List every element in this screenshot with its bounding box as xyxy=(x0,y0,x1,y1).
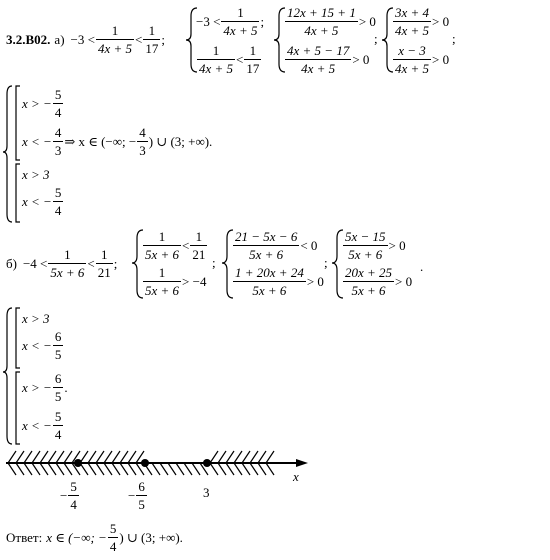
implication-text: ⇒ x ∈ (−∞; − xyxy=(64,134,137,149)
text: ; xyxy=(260,14,265,29)
part-b-label: б) xyxy=(6,256,17,271)
part-a-label: а) xyxy=(54,32,65,47)
union-b-row2: x < − $\frac{6}{5}$ xyxy=(22,329,62,362)
number-line xyxy=(6,451,308,475)
text: > 0 xyxy=(388,238,406,253)
fraction: $\frac{1}{4x + 5}$ xyxy=(223,5,258,38)
part-a-header xyxy=(6,24,165,55)
answer-line: Ответ: x ∈ (−∞; − $\frac{5}{4}$ ) ∪ (3; +∞). xyxy=(6,521,183,554)
axis-label: x xyxy=(293,469,299,484)
union-b-row1: x > 3 xyxy=(22,311,50,326)
separator: ; xyxy=(212,255,216,270)
system-a2-row1 xyxy=(284,6,376,37)
system-b1-row2: $\frac{1}{5x + 6}$ > −4 xyxy=(145,265,207,298)
union-b-row3: x > − $\frac{6}{5}$ . xyxy=(22,371,68,404)
separator: ; xyxy=(452,31,456,46)
text: < xyxy=(182,238,190,253)
text: < 0 xyxy=(300,238,318,253)
text: ) ∪ (3; +∞). xyxy=(119,530,183,545)
separator: . xyxy=(420,259,424,274)
union-a-row4: x < − $\frac{5}{4}$ xyxy=(22,185,62,218)
fraction: $\frac{1}{4x + 5}$ xyxy=(97,23,132,56)
system-b3-row1: $\frac{5x - 15}{5x + 6}$ > 0 xyxy=(345,229,406,262)
text: −4 < xyxy=(22,256,48,271)
text: > −4 xyxy=(182,274,207,289)
system-a3-row1 xyxy=(392,6,449,37)
fraction: $\frac{x - 3}{4x + 5}$ xyxy=(395,43,430,76)
system-b3-row2: $\frac{20x + 25}{5x + 6}$ > 0 xyxy=(345,265,413,298)
text: > 0 xyxy=(395,274,413,289)
text: −3 < xyxy=(70,32,95,47)
text: > 0 xyxy=(352,52,370,67)
point-label-2: − $\frac{6}{5}$ xyxy=(128,479,145,512)
system-a1-row2 xyxy=(196,44,262,75)
fraction: $\frac{1}{17}$ xyxy=(145,23,159,56)
union-a-row2: x < − $\frac{4}{3}$ ⇒ x ∈ (−∞; − $\frac{4}{3}$ ) ∪ (3; +∞). xyxy=(22,125,213,158)
text: ; xyxy=(161,32,165,47)
text: −3 < xyxy=(196,14,221,29)
problem-id: 3.2.В02. xyxy=(6,32,51,47)
text: ; xyxy=(113,256,118,271)
fraction: $\frac{3x + 4}{4x + 5}$ xyxy=(395,5,430,38)
system-b2-row2: $\frac{1 + 20x + 24}{5x + 6}$ > 0 xyxy=(235,265,324,298)
fraction: $\frac{1}{4x + 5}$ xyxy=(199,43,234,76)
text: > 0 xyxy=(432,52,450,67)
union-a-row3: x > 3 xyxy=(22,167,50,182)
system-b2-row1: $\frac{21 - 5x - 6}{5x + 6}$ < 0 xyxy=(235,229,318,262)
union-b-row4: x < − $\frac{5}{4}$ xyxy=(22,409,62,442)
separator: ; xyxy=(324,255,328,270)
fraction: $\frac{4x + 5 - 17}{4x + 5}$ xyxy=(287,43,350,76)
fraction: $\frac{12x + 15 + 1}{4x + 5}$ xyxy=(287,5,356,38)
system-a1-row1 xyxy=(196,6,264,37)
text: > 0 xyxy=(432,14,450,29)
text: x ∈ (−∞; − xyxy=(46,530,107,545)
text: ) ∪ (3; +∞). xyxy=(148,134,213,149)
part-b-header: б) −4 < $\frac{1}{5x + 6}$ < $\frac{1}{21}$ ; xyxy=(6,247,118,280)
separator: ; xyxy=(374,31,378,46)
system-b1-row1: $\frac{1}{5x + 6}$ < $\frac{1}{21}$ xyxy=(145,229,206,262)
text: < xyxy=(87,256,95,271)
text: > 0 xyxy=(306,274,324,289)
answer-label: Ответ: xyxy=(6,530,43,545)
system-a2-row2 xyxy=(284,44,369,75)
text: < xyxy=(236,52,244,67)
union-a-row1: x > − $\frac{5}{4}$ xyxy=(22,87,62,120)
text: < xyxy=(135,32,143,47)
fraction: $\frac{1}{17}$ xyxy=(246,43,260,76)
system-a3-row2 xyxy=(392,44,449,75)
text: > 0 xyxy=(358,14,376,29)
point-label-1: − $\frac{5}{4}$ xyxy=(60,479,77,512)
point-label-3: 3 xyxy=(203,485,210,500)
